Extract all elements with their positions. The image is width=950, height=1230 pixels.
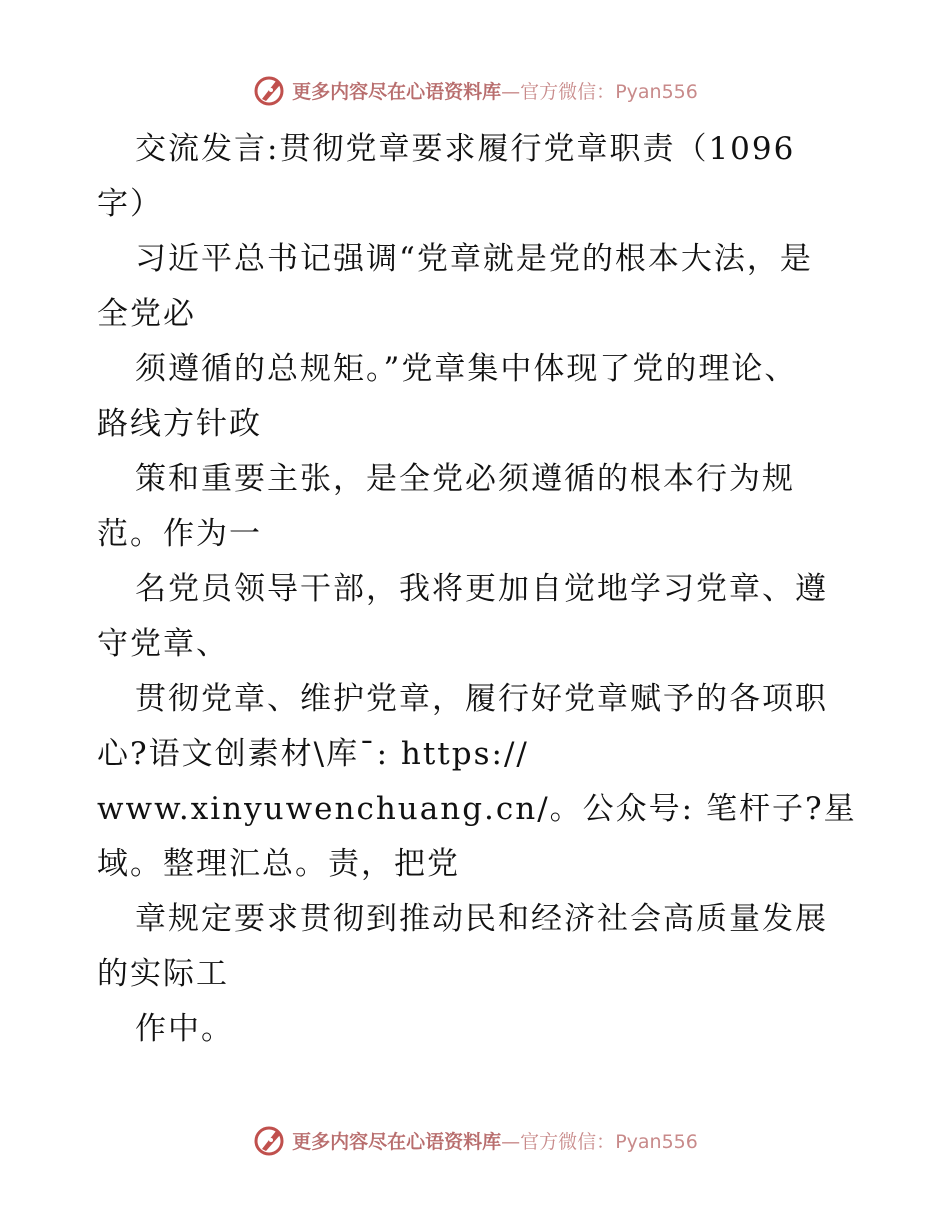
watermark-text [292,77,698,104]
watermark-wechat-label: 官方微信： [520,1130,616,1153]
text-line: 章规定要求贯彻到推动民和经济社会高质量发展 [135,901,828,937]
text-line: 路线方针政 [97,406,262,442]
text-line: 须遵循的总规矩。”党章集中体现了党的理论、 [135,351,798,387]
text-line: 贯彻党章、维护党章，履行好党章赋予的各项职 [135,681,828,717]
text-line: 策和重要主张，是全党必须遵循的根本行为规 [135,461,795,497]
document-body [97,122,877,1057]
pen-nib-logo-icon [252,73,286,107]
text-line: 心?语文创素材\库¯: https:// [97,736,529,772]
footer-watermark-banner [0,1120,950,1160]
text-line: 范。作为一 [97,516,262,552]
watermark-wechat-label: 官方微信： [520,80,616,103]
text-line: 域。整理汇总。责，把党 [97,846,460,882]
text-line: 全党必 [97,296,196,332]
text-line: www.xinyuwenchuang.cn/。公众号: 笔杆子?星 [97,791,857,827]
text-line: 名党员领导干部，我将更加自觉地学习党章、遵 [135,571,828,607]
text-line: 守党章、 [97,626,229,662]
watermark-main-text: 更多内容尽在心语资料库 [292,1130,502,1153]
header-watermark-banner [0,70,950,110]
watermark-wechat-id: Pyan556 [615,1130,698,1153]
text-line: 交流发言:贯彻党章要求履行党章职责（1096 [135,131,796,167]
pen-nib-logo-icon [252,1123,286,1157]
watermark-main-text: 更多内容尽在心语资料库 [292,80,502,103]
text-line: 习近平总书记强调“党章就是党的根本大法，是 [135,241,813,277]
watermark-dash: — [501,80,521,103]
watermark-dash: — [501,1130,521,1153]
text-line: 作中。 [135,1011,234,1047]
text-line: 字） [97,186,163,222]
watermark-text [292,1127,698,1154]
watermark-wechat-id: Pyan556 [615,80,698,103]
text-line: 的实际工 [97,956,229,992]
